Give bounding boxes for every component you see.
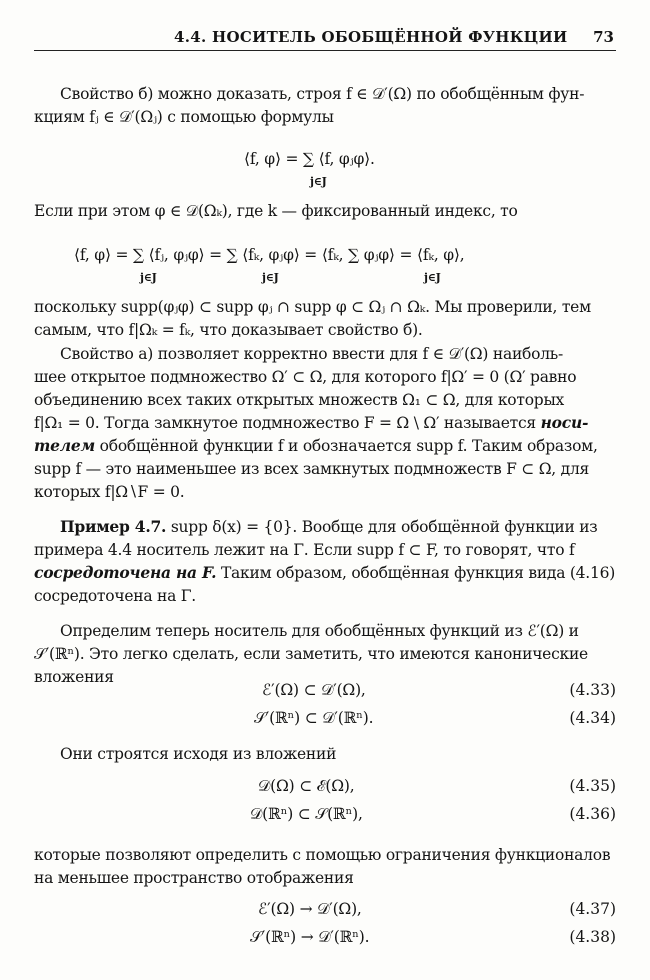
equation-number: (4.37) xyxy=(569,900,616,918)
formula: ⟨f, φ⟩ = ∑ ⟨fⱼ, φⱼφ⟩ = ∑ ⟨fₖ, φⱼφ⟩ = ⟨fₖ, ∑ φⱼφ⟩ = ⟨fₖ, φ⟩, xyxy=(74,246,465,264)
chapter-title: 4.4. НОСИТЕЛЬ ОБОБЩЁННОЙ ФУНКЦИИ xyxy=(174,28,568,46)
term-emphasis: сосредоточена на F. xyxy=(34,563,217,582)
text-line: кциям fⱼ ∈ 𝒟′(Ωⱼ) с помощью формулы xyxy=(34,108,334,126)
text-line: вложения xyxy=(34,668,114,686)
text-line xyxy=(34,563,615,583)
page-number: 73 xyxy=(593,28,614,46)
text-line: Определим теперь носитель для обобщённых функций из ℰ′(Ω) и xyxy=(60,622,579,640)
sum-index: j∈J xyxy=(140,271,157,284)
text-line: Если при этом φ ∈ 𝒟(Ωₖ), где k — фиксированный индекс, то xyxy=(34,202,518,220)
text-line: которых f|Ω∖F = 0. xyxy=(34,483,185,501)
equation-number: (4.38) xyxy=(569,928,616,946)
text-span: обобщённой функции f и обозначается supp f. Таким образом, xyxy=(99,437,598,455)
equation-number: (4.36) xyxy=(569,805,616,823)
equation: 𝒮′(ℝⁿ) ⊂ 𝒟′(ℝⁿ). xyxy=(254,709,374,727)
example-label: Пример 4.7. xyxy=(60,517,167,536)
text-line: которые позволяют определить с помощью ограничения функционалов xyxy=(34,846,611,864)
formula: ⟨f, φ⟩ = ∑ ⟨f, φⱼφ⟩. xyxy=(244,150,375,168)
text-line: примера 4.4 носитель лежит на Γ. Если supp f ⊂ F, то говорят, что f xyxy=(34,541,575,559)
text-line xyxy=(34,436,598,456)
equation: ℰ′(Ω) ⊂ 𝒟′(Ω), xyxy=(262,681,366,699)
equation: 𝒟(ℝⁿ) ⊂ 𝒮(ℝⁿ), xyxy=(250,805,363,823)
text-line: поскольку supp(φⱼφ) ⊂ supp φⱼ ∩ supp φ ⊂ Ωⱼ ∩ Ωₖ. Мы проверили, тем xyxy=(34,298,591,316)
equation-number: (4.34) xyxy=(569,709,616,727)
text-line: сосредоточена на Γ. xyxy=(34,587,196,605)
equation-number: (4.35) xyxy=(569,777,616,795)
text-line: Они строятся исходя из вложений xyxy=(60,745,337,763)
text-line: Свойство а) позволяет корректно ввести для f ∈ 𝒟′(Ω) наиболь- xyxy=(60,345,563,363)
text-line xyxy=(34,413,588,433)
text-span: Таким образом, обобщённая функция вида (4.16) xyxy=(220,564,615,582)
sum-index: j∈J xyxy=(262,271,279,284)
term-emphasis: телем xyxy=(34,436,95,455)
text-line: самым, что f|Ωₖ = fₖ, что доказывает свойство б). xyxy=(34,321,423,339)
sum-index: j∈J xyxy=(424,271,441,284)
text-line xyxy=(60,517,598,537)
term-emphasis: носи- xyxy=(540,413,589,432)
text-line: 𝒮′(ℝⁿ). Это легко сделать, если заметить, что имеются канонические xyxy=(34,645,588,663)
text-line: Свойство б) можно доказать, строя f ∈ 𝒟′(Ω) по обобщённым фун- xyxy=(60,85,585,103)
text-span: supp δ(x) = {0}. Вообще для обобщённой функции из xyxy=(170,518,598,536)
running-header xyxy=(34,26,616,51)
equation-number: (4.33) xyxy=(569,681,616,699)
text-line: объединению всех таких открытых множеств Ω₁ ⊂ Ω, для которых xyxy=(34,391,565,409)
text-line: на меньшее пространство отображения xyxy=(34,869,354,887)
text-span: f|Ω₁ = 0. Тогда замкнутое подмножество F = Ω \ Ω′ называется xyxy=(34,414,536,432)
text-line: шее открытое подмножество Ω′ ⊂ Ω, для которого f|Ω′ = 0 (Ω′ равно xyxy=(34,368,577,386)
equation: 𝒟(Ω) ⊂ ℰ(Ω), xyxy=(258,777,355,795)
sum-index: j∈J xyxy=(310,175,327,188)
text-line: supp f — это наименьшее из всех замкнутых подмножеств F ⊂ Ω, для xyxy=(34,460,590,478)
equation: ℰ′(Ω) → 𝒟′(Ω), xyxy=(258,900,362,918)
equation: 𝒮′(ℝⁿ) → 𝒟′(ℝⁿ). xyxy=(250,928,370,946)
